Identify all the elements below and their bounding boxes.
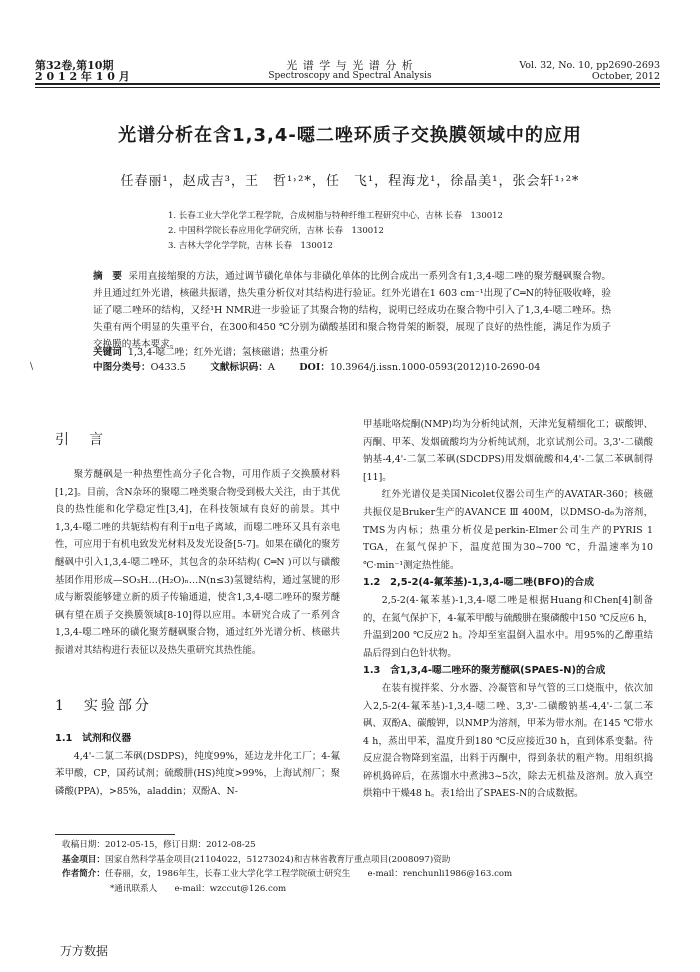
section-1-1-paragraph: 4,4'-二氯二苯砜(DSDPS)，纯度99%，延边龙井化工厂；4-氟苯甲酸，CP，国药试剂；硫酸肼(HS)纯度>99%，上海试剂厂；聚磷酸(PPA)，>85%，aladdin；双酚A、N-: [55, 750, 340, 797]
footnote-rule: [55, 834, 175, 835]
header-journal: [230, 60, 470, 82]
header-volume: [35, 60, 130, 82]
volume-cn: 第32卷,第10期: [35, 59, 114, 72]
affiliation-3: 3. 吉林大学化学学院，吉林 长春 130012: [168, 241, 333, 251]
author-bio: [62, 867, 642, 882]
affiliation-1: 1. 长春工业大学化学工程学院，合成树脂与特种纤维工程研究中心，吉林 长春 130012: [168, 211, 503, 221]
corresponding-author: *通讯联系人 e-mail：wzccut@126.com: [110, 883, 287, 894]
clc-value: O433.5: [150, 362, 186, 373]
author-list: 任春丽¹，赵成吉³，王 哲¹˒²*，任 飞¹，程海龙¹，徐晶美¹，张会轩¹˒²*: [120, 174, 580, 189]
keywords-block: [93, 346, 613, 374]
abstract-text: 采用直接缩聚的方法，通过调节磺化单体与非磺化单体的比例合成出一系列含有1,3,4-噁二唑的聚芳醚砜聚合物。并且通过红外光谱，核磁共振谱，热失重分析仪对其结构进行验证。红外光谱在1 603 cm⁻¹出现了C═N的特征吸收峰，验证了噁二唑环的结构，又经¹H NMR进一步验证了其聚合物的结构，说明已经成功在聚合物中引入了1,3,4-噁二唑环。热失重有两个明显的失重平台，在300和450 ℃分别为磺酸基团和聚合物骨架的断裂，展现了良好的热性能，满足作为质子交换膜的基本要求。: [93, 271, 611, 350]
funding-label: 基金项目：: [62, 854, 105, 865]
section-1-1-heading: 1.1 试剂和仪器: [55, 733, 132, 744]
funding-note: [62, 853, 642, 868]
section-1-2-paragraph: 2,5-2(4-氟苯基)-1,3,4-噁二唑是根据Huang和Chen[4]制备的，在氮气保护下，4-氟苯甲酸与硫酸肼在聚磷酸中150 ℃反应6 h，升温到200 ℃反应2 h。冷却至室温倒入温水中。用95%的乙醇重结晶后得到白色针状物。: [363, 594, 653, 659]
footnotes: [62, 838, 642, 896]
date-cn: 2 0 1 2 年 1 0 月: [35, 70, 130, 83]
experimental-heading-text: 1 实验部分: [55, 698, 152, 714]
paper-title: 光谱分析在含1,3,4-噁二唑环质子交换膜领域中的应用: [118, 125, 582, 146]
author-bio-text: 任春丽，女，1986年生，长春工业大学化学工程学院硕士研究生 e-mail：renchunli1986@163.com: [104, 869, 513, 879]
watermark: 万方数据: [60, 944, 109, 958]
doi-value: 10.3964/j.issn.1000-0593(2012)10-2690-04: [329, 362, 541, 373]
section-1-2-heading: 1.2 2,5-2(4-氟苯基)-1,3,4-噁二唑(BFO)的合成: [363, 577, 594, 589]
date-en: October, 2012: [591, 71, 660, 82]
right-column: [363, 416, 653, 803]
keywords-text: 1,3,4-噁二唑；红外光谱；氢核磁谱；热重分析: [127, 347, 329, 358]
section-1-3-paragraph: 在装有搅拌桨、分水器、冷凝管和导气管的三口烧瓶中，依次加入2,5-2(4-氟苯基)-1,3,4-噁二唑、3,3'-二磺酸钠基-4,4'-二氯二苯砜、双酚A、碳酸钾，以NMP为溶剂，甲苯为带水剂。在145 ℃带水4 h，蒸出甲苯，温度升到180 ℃反应接近30 h，直到体系变黏。待反应混合物降到室温，出料于丙酮中，得到条状的粗产物。用组织捣碎机捣碎后，在蒸馏水中煮沸3~5次，除去无机盐及溶剂。放入真空烘箱中干燥48 h。表1给出了SPAES-N的合成数据。: [363, 682, 653, 800]
intro-body: [55, 466, 340, 660]
margin-mark: \: [30, 362, 34, 372]
intro-heading: [55, 432, 340, 451]
volume-en: Vol. 32, No. 10, pp2690-2693: [519, 60, 660, 71]
instruments-paragraph: 红外光谱仪是美国Nicolet仪器公司生产的AVATAR-360；核磁共振仪是Bruker生产的AVANCE Ⅲ 400M，以DMSO-d₆为溶剂，TMS为内标；热重分析仪是perkin-Elmer公司生产的PYRIS 1 TGA，在氮气保护下，温度范围为30~700 ℃，升温速率为10 ℃·min⁻¹测定热性能。: [363, 489, 653, 571]
clc-label: 中图分类号：: [93, 362, 151, 373]
abstract-label: 摘 要: [93, 271, 123, 282]
received-date: 收稿日期：2012-05-15，修订日期：2012-08-25: [62, 840, 256, 850]
abstract: [93, 268, 611, 353]
section-1-3-heading: 1.3 含1,3,4-噁二唑环的聚芳醚砜(SPAES-N)的合成: [363, 665, 606, 677]
header-citation: [519, 60, 660, 82]
funding-text: 国家自然科学基金项目(21104022，51273024)和吉林省教育厅重点项目(2008097)资助: [104, 854, 451, 865]
doc-code-label: 文献标识码：: [210, 362, 268, 373]
section-1-1: [55, 730, 340, 800]
doc-code-value: A: [267, 362, 275, 373]
journal-en: Spectroscopy and Spectral Analysis: [268, 71, 432, 81]
header-rule-thin: [35, 87, 660, 88]
keywords-label: 关键词: [93, 347, 122, 358]
journal-cn: 光 谱 学 与 光 谱 分 析: [286, 59, 414, 72]
header-rule-thick: [35, 83, 660, 85]
intro-paragraph: 聚芳醚砜是一种热塑性高分子化合物，可用作质子交换膜材料[1,2]。目前，含N杂环的聚噁二唑类聚合物受到极大关注，由于其优良的热性能和化学稳定性[3,4]，在科技领域有良好的前景。其中1,3,4-噁二唑的共轭结构有利于π电子离域，而噁二唑环又具有亲电性，可应用于有机电致发光材料及发光设备[5-7]。如果在磺化的聚芳醚砜中引入1,3,4-噁二唑环，其包含的杂环结构( C═N )可以与磺酸基团作用形成—SO₃H…(H₂O)ₙ…N(n≤3)氢键结构，通过氢键的形成与断裂能够建立新的质子传输通道，使含1,3,4-噁二唑环的聚芳醚砜有望在质子交换膜领域[8-10]得以应用。本研究合成了一系列含1,3,4-噁二唑环的磺化聚芳醚砜聚合物，通过红外光谱分析、核磁共振谱对其结构进行表征以及热失重研究其热性能。: [55, 469, 340, 656]
reagents-continued-paragraph: 甲基吡咯烷酮(NMP)均为分析纯试剂，天津光复精细化工；碳酸钾、丙酮、甲苯、发烟硫酸均为分析纯试剂，北京试剂公司。3,3'-二磺酸钠基-4,4'-二氯二苯砜(SDCDPS)用发烟硫酸和4,4'-二氯二苯砜制得[11]。: [363, 419, 653, 483]
doi-label: DOI：: [299, 362, 330, 373]
affiliation-2: 2. 中国科学院长春应用化学研究所，吉林 长春 130012: [168, 226, 384, 236]
author-bio-label: 作者简介：: [62, 869, 105, 879]
experimental-heading: [55, 698, 340, 717]
intro-heading-text: 引 言: [55, 432, 106, 448]
